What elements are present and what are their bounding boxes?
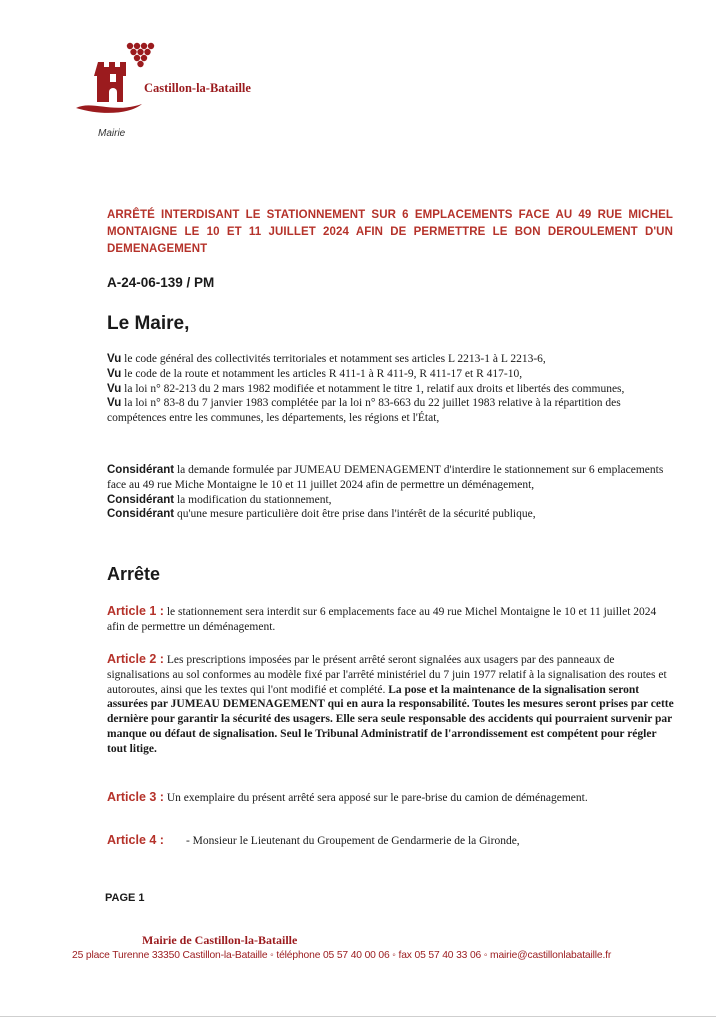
article-label: Article 1 : — [107, 604, 164, 618]
decree-title: ARRÊTÉ INTERDISANT LE STATIONNEMENT SUR 6 EMPLACEMENTS FACE AU 49 RUE MICHEL MONTAIGNE LE 10 ET 11 JUILLET 2024 AFIN DE PERMETTRE LE BON DEROULEMENT D'UN DEMENAGEMENT — [107, 209, 673, 255]
considerant-item: Considérant qu'une mesure particulière doit être prise dans l'intérêt de la sécurité publique, — [107, 508, 536, 521]
article-bold-text: La pose et la maintenance de la signalisation seront assurées par JUMEAU DEMENAGEMENT qui en aura la responsabilité. Toutes les mesures seront prises par cette dernière pour garantir la sécurité des usagers. Elle sera seule responsable des accidents qui pourraient survenir par manque ou défaut de signalisation. Seul le Tribunal Administratif de l'arrondissement est compétent pour régler tout litige. — [107, 683, 674, 755]
decree-reference: A-24-06-139 / PM — [107, 275, 215, 290]
article-4 — [107, 833, 677, 849]
article-3 — [107, 790, 677, 806]
footer-address: 25 place Turenne 33350 Castillon-la-Bataille ◦ téléphone 05 57 40 00 06 ◦ fax 05 57 40 33 06 ◦ mairie@castillonlabataille.fr — [72, 950, 612, 961]
considerant-section — [107, 463, 677, 522]
authority-heading: Le Maire, — [107, 313, 190, 334]
article-text: Les prescriptions imposées par le présent arrêté seront signalées aux usagers par des panneaux de signalisations au sol conformes au modèle fixé par l'arrêté ministériel du 7 juin 1977 relatif à la signalisation des routes et autoroutes, ainsi que les textes qui l'ont modifié et complété. — [107, 654, 667, 696]
vu-item: Vu le code de la route et notamment les articles R 411-1 à R 411-9, R 411-17 et R 417-10, — [107, 367, 523, 380]
article-label: Article 3 : — [107, 790, 164, 804]
page-number: PAGE 1 — [105, 892, 145, 904]
article-label: Article 2 : — [107, 652, 164, 666]
considerant-item: Considérant la modification du stationnement, — [107, 493, 332, 506]
article-text: - Monsieur le Lieutenant du Groupement de Gendarmerie de la Gironde, — [185, 835, 520, 847]
article-text: Un exemplaire du présent arrêté sera apposé sur le pare-brise du camion de déménagement. — [163, 792, 588, 804]
article-label: Article 4 : — [107, 833, 164, 847]
article-text: le stationnement sera interdit sur 6 emplacements face au 49 rue Michel Montaigne le 10 et 11 juillet 2024 afin de permettre un déménagement. — [107, 606, 657, 633]
considerant-item: Considérant la demande formulée par JUMEAU DEMENAGEMENT d'interdire le stationnement sur 6 emplacements face au 49 rue Miche Montaigne le 10 et 11 juillet 2024 afin de permettre un déménagement, — [107, 464, 664, 491]
footer-title: Mairie de Castillon-la-Bataille — [142, 933, 298, 947]
vu-item: Vu la loi n° 82-213 du 2 mars 1982 modifiée et notamment le titre 1, relatif aux droits et libertés des communes, — [107, 382, 625, 395]
commune-logo — [72, 40, 302, 145]
castle-grapes-icon — [72, 40, 162, 120]
vu-section — [107, 352, 677, 426]
article-2 — [107, 652, 677, 757]
decision-heading: Arrête — [107, 564, 161, 584]
bottom-divider — [0, 1016, 716, 1017]
commune-name: Castillon-la-Bataille — [144, 81, 251, 95]
mairie-label: Mairie — [98, 128, 126, 139]
vu-item: Vu le code général des collectivités territoriales et notamment ses articles L 2213-1 à L 2213-6, — [107, 353, 546, 365]
article-1 — [107, 604, 677, 635]
vu-item: Vu la loi n° 83-8 du 7 janvier 1983 complétée par la loi n° 83-663 du 22 juillet 1983 relative à la répartition des compétences entre les communes, les départements, les régions et l'État, — [107, 397, 621, 425]
